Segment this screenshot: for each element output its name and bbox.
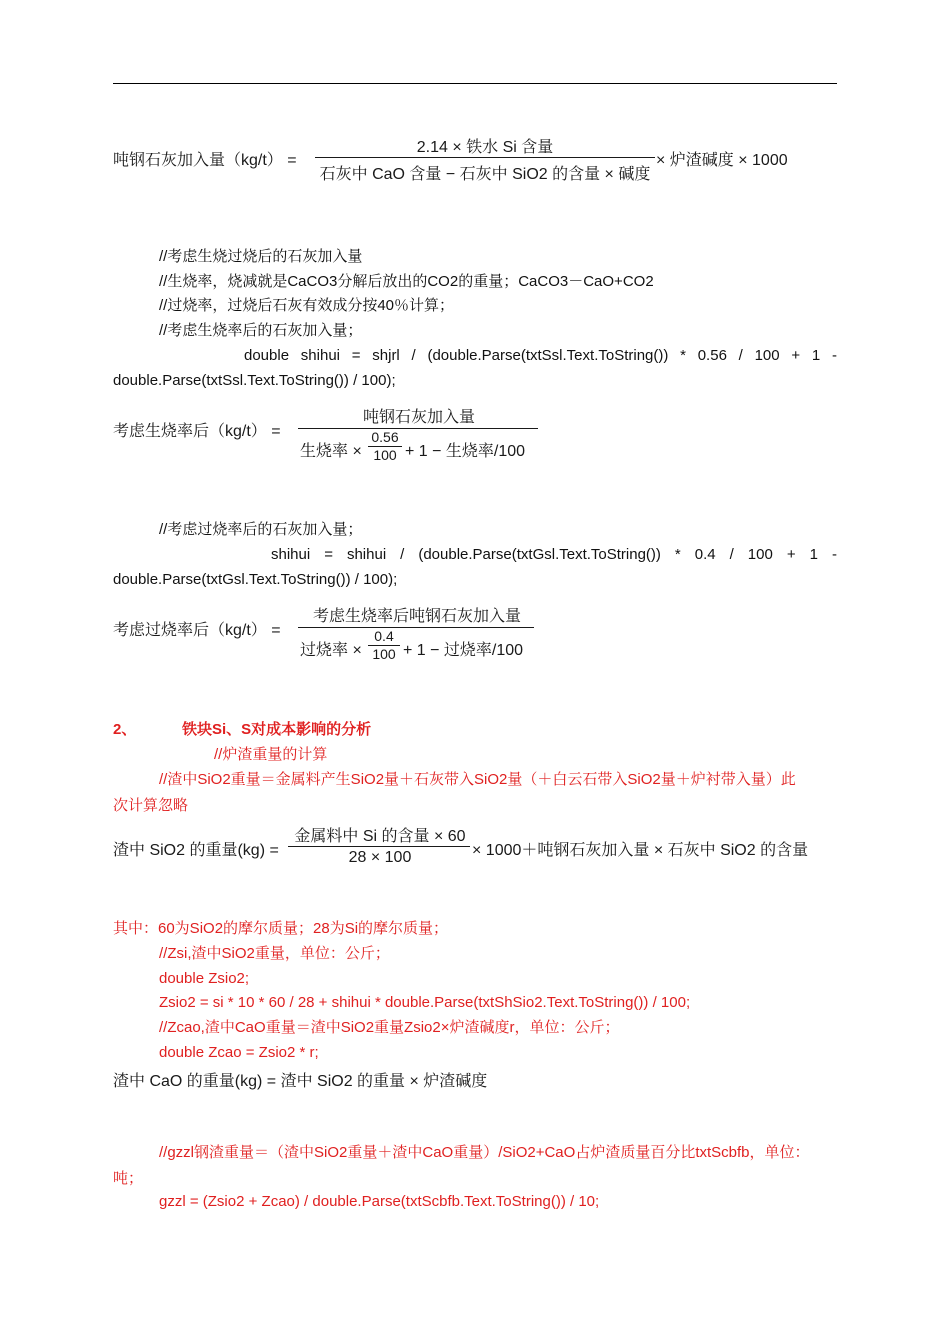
code-token: +: [786, 546, 796, 563]
code-token: /: [400, 546, 405, 563]
comment-line: //考虑生烧过烧后的石灰加入量: [159, 248, 363, 265]
code-token: shihui: [346, 546, 387, 563]
formula-den-post: + 1 − 生烧率/100: [405, 443, 526, 460]
formula-numerator: 2.14 × 铁水 Si 含量: [416, 139, 554, 156]
code-token: 100: [754, 347, 780, 364]
code-line-justified: [244, 346, 837, 366]
code-line: double.Parse(txtSsl.Text.ToString()) / 100);: [113, 372, 396, 389]
code-line: double Zcao = Zsio2 * r;: [159, 1044, 319, 1061]
comment-line: //Zsi,渣中SiO2重量，单位：公斤；: [159, 945, 390, 962]
code-token: 0.56: [697, 347, 727, 364]
formula-den-pre: 过烧率 ×: [300, 642, 362, 659]
comment-line: //gzzl钢渣重量＝（渣中SiO2重量＋渣中CaO重量）/SiO2+CaO占炉渣质量百分比txtScbfb，单位：: [159, 1144, 810, 1161]
code-line: Zsio2 = si * 10 * 60 / 28 + shihui * double.Parse(txtShSio2.Text.ToString()) / 100;: [159, 994, 691, 1011]
code-token: 1: [811, 347, 821, 364]
mini-fraction: [368, 430, 402, 463]
comment-line: //渣中SiO2重量＝金属料产生SiO2量＋石灰带入SiO2量（＋白云石带入SiO2量＋炉衬带入量）此: [159, 771, 796, 788]
code-token: -: [831, 546, 837, 563]
mini-fraction: [368, 629, 400, 662]
formula-lhs: 渣中 SiO2 的重量(kg) =: [113, 842, 279, 859]
comment-line: //生烧率，烧减就是CaCO3分解后放出的CO2的重量；CaCO3－CaO+CO2: [159, 273, 654, 290]
code-line: double.Parse(txtGsl.Text.ToString()) / 100);: [113, 571, 398, 588]
formula-denominator: 28 × 100: [348, 849, 412, 866]
code-token: *: [674, 546, 681, 563]
fraction-bar: [298, 428, 538, 429]
mini-denominator: 100: [372, 646, 396, 662]
formula-denominator: 石灰中 CaO 含量 − 石灰中 SiO2 的含量 × 碱度: [319, 166, 651, 183]
mini-denominator: 100: [373, 447, 397, 463]
code-token: shihui: [300, 347, 340, 364]
comment-line: 吨；: [113, 1170, 144, 1187]
formula-lhs: 考虑过烧率后（kg/t） =: [113, 622, 281, 639]
formula-lhs: 吨钢石灰加入量（kg/t） =: [113, 152, 297, 169]
fraction-bar: [315, 157, 655, 158]
code-token: shihui: [271, 546, 311, 563]
code-token: *: [680, 347, 686, 364]
header-rule: [113, 83, 837, 84]
fraction-bar: [298, 627, 534, 628]
comment-line: //炉渣重量的计算: [214, 746, 328, 763]
code-token: double: [244, 347, 290, 364]
code-token: /: [411, 347, 416, 364]
code-token: (double.Parse(txtSsl.Text.ToString()): [427, 347, 669, 364]
code-token: +: [791, 347, 801, 364]
code-token: =: [351, 347, 361, 364]
code-token: -: [831, 347, 837, 364]
formula-text: 渣中 CaO 的重量(kg) = 渣中 SiO2 的重量 × 炉渣碱度: [113, 1073, 488, 1090]
formula-den-pre: 生烧率 ×: [300, 443, 362, 460]
code-token: =: [324, 546, 333, 563]
code-line: double Zsio2;: [159, 970, 250, 987]
code-token: 100: [747, 546, 773, 563]
code-token: 0.4: [694, 546, 716, 563]
comment-line: //考虑过烧率后的石灰加入量；: [159, 521, 363, 538]
mini-numerator: 0.56: [371, 429, 399, 445]
code-line-justified: [271, 545, 837, 565]
comment-line: 次计算忽略: [113, 797, 189, 814]
code-token: shjrl: [372, 347, 400, 364]
note-line: 其中：60为SiO2的摩尔质量；28为Si的摩尔质量；: [113, 920, 449, 937]
comment-line: //考虑生烧率后的石灰加入量；: [159, 322, 363, 339]
code-line: gzzl = (Zsio2 + Zcao) / double.Parse(txtScbfb.Text.ToString()) / 10;: [159, 1193, 600, 1210]
comment-line: //Zcao,渣中CaO重量＝渣中SiO2重量Zsio2×炉渣碱度r，单位：公斤；: [159, 1019, 620, 1036]
formula-numerator: 考虑生烧率后吨钢石灰加入量: [312, 608, 521, 625]
formula-tail: × 1000＋吨钢石灰加入量 × 石灰中 SiO2 的含量: [472, 842, 809, 859]
formula-den-post: + 1 − 过烧率/100: [403, 642, 524, 659]
code-token: (double.Parse(txtGsl.Text.ToString()): [418, 546, 661, 563]
comment-line: //过烧率，过烧后石灰有效成分按40％计算；: [159, 297, 455, 314]
formula-numerator: 金属料中 Si 的含量 × 60: [294, 828, 466, 845]
section-title: 铁块Si、S对成本影响的分析: [182, 721, 372, 738]
code-token: /: [729, 546, 734, 563]
formula-numerator: 吨钢石灰加入量: [362, 409, 475, 426]
mini-numerator: 0.4: [374, 628, 394, 644]
code-token: 1: [809, 546, 818, 563]
formula-lhs: 考虑生烧率后（kg/t） =: [113, 423, 281, 440]
section-number: 2、: [113, 721, 137, 738]
formula-tail: × 炉渣碱度 × 1000: [656, 152, 788, 169]
fraction-bar: [288, 846, 470, 847]
code-token: /: [738, 347, 743, 364]
